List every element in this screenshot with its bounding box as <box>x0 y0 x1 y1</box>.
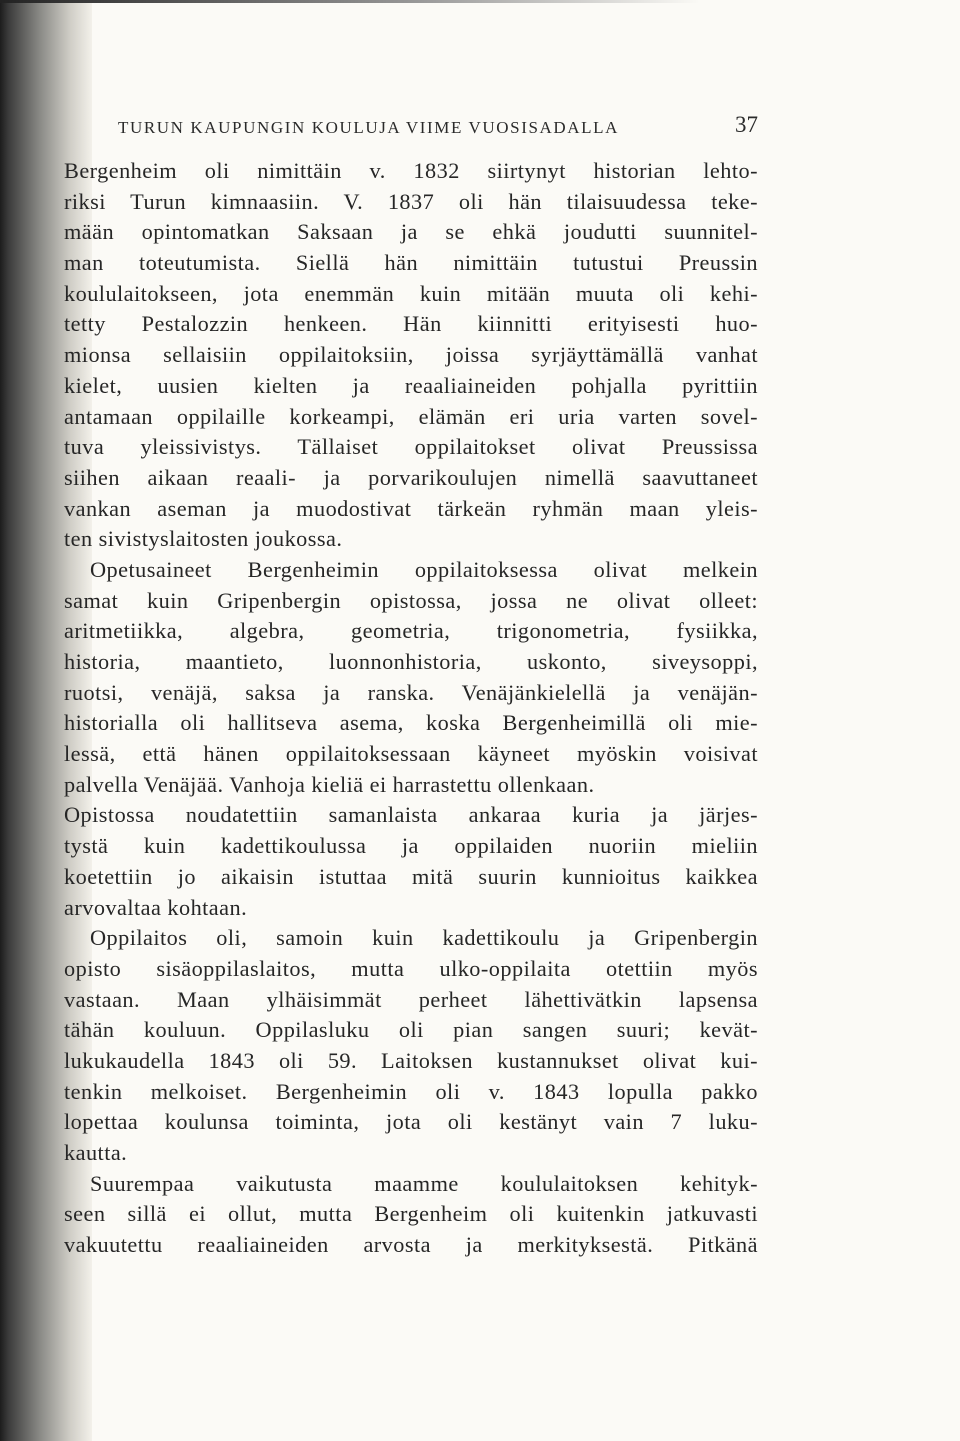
text-line: vankan aseman ja muodostivat tärkeän ryhmän maan yleis- <box>64 495 758 521</box>
text-line: samat kuin Gripenbergin opistossa, jossa ne olivat olleet: <box>64 587 758 613</box>
text-line: lessä, että hänen oppilaitoksessaan käyneet myöskin voisivat <box>64 741 758 767</box>
text-line: seen sillä ei ollut, mutta Bergenheim oli kuitenkin jatkuvasti <box>64 1201 758 1227</box>
text-line: lukukaudella 1843 oli 59. Laitoksen kustannukset olivat kui- <box>64 1047 758 1073</box>
text-line: palvella Venäjää. Vanhoja kieliä ei harrastettu ollenkaan. <box>64 771 595 797</box>
text-line: riksi Turun kimnaasiin. V. 1837 oli hän tilaisuudessa teke- <box>64 188 758 214</box>
text-line: vastaan. Maan ylhäisimmät perheet lähettivätkin lapsensa <box>64 986 758 1012</box>
text-line: aritmetiikka, algebra, geometria, trigonometria, fysiikka, <box>64 618 758 644</box>
body-text <box>64 156 758 1261</box>
text-line: mionsa sellaisiin oppilaitoksiin, joissa syrjäyttämällä vanhat <box>64 342 758 368</box>
text-line: siihen aikaan reaali- ja porvarikoulujen nimellä saavuttaneet <box>64 464 758 490</box>
text-line: opisto sisäoppilaslaitos, mutta ulko-oppilaita otettiin myös <box>64 955 758 981</box>
text-line: tystä kuin kadettikoulussa ja oppilaiden nuoriin mieliin <box>64 833 758 859</box>
text-line: ruotsi, venäjä, saksa ja ranska. Venäjänkielellä ja venäjän- <box>64 679 758 705</box>
text-line: Bergenheim oli nimittäin v. 1832 siirtynyt historian lehto- <box>64 158 758 183</box>
text-line: tähän kouluun. Oppilasluku oli pian sangen suuri; kevät- <box>64 1017 758 1043</box>
text-line: historialla oli hallitseva asema, koska Bergenheimillä oli mie- <box>64 710 758 736</box>
text-line: koululaitokseen, jota enemmän kuin mitään muuta oli kehi- <box>64 280 758 306</box>
text-line: kielet, uusien kielten ja reaaliaineiden pohjalla pyrittiin <box>64 372 758 398</box>
text-line: vakuutettu reaaliaineiden arvosta ja merkityksestä. Pitkänä <box>64 1232 758 1258</box>
running-head-title: TURUN KAUPUNGIN KOULUJA VIIME VUOSISADALLA <box>118 118 620 137</box>
page-number: 37 <box>735 112 758 137</box>
text-line: koetettiin jo aikaisin istuttaa mitä suurin kunnioitus kaikkea <box>64 863 758 889</box>
text-line: mään opintomatkan Saksaan ja se ehkä joudutti suunnitel- <box>64 219 758 245</box>
running-head <box>118 112 758 142</box>
text-line: antamaan oppilaille korkeampi, elämän eri uria varten sovel- <box>64 403 758 429</box>
scan-edge-line <box>0 0 700 3</box>
text-line: kautta. <box>64 1140 128 1165</box>
text-line: tuva yleissivistys. Tällaiset oppilaitokset olivat Preussissa <box>64 434 758 460</box>
text-line: historia, maantieto, luonnonhistoria, uskonto, siveysoppi, <box>64 649 758 674</box>
text-line: Suurempaa vaikutusta maamme koululaitoksen kehityk- <box>90 1170 758 1196</box>
text-line: lopettaa koulunsa toiminta, jota oli kestänyt vain 7 luku- <box>64 1109 758 1135</box>
text-line: ten sivistyslaitosten joukossa. <box>64 526 343 552</box>
text-line: arvovaltaa kohtaan. <box>64 894 248 920</box>
text-line: Oppilaitos oli, samoin kuin kadettikoulu ja Gripenbergin <box>90 925 758 951</box>
text-line: tenkin melkoiset. Bergenheimin oli v. 1843 lopulla pakko <box>64 1078 758 1104</box>
text-line: Opetusaineet Bergenheimin oppilaitoksessa olivat melkein <box>90 556 758 582</box>
text-line: man toteutumista. Siellä hän nimittäin tutustui Preussin <box>64 250 758 276</box>
text-line: Opistossa noudatettiin samanlaista ankaraa kuria ja järjes- <box>64 802 758 828</box>
text-line: tetty Pestalozzin henkeen. Hän kiinnitti erityisesti huo- <box>64 311 758 337</box>
